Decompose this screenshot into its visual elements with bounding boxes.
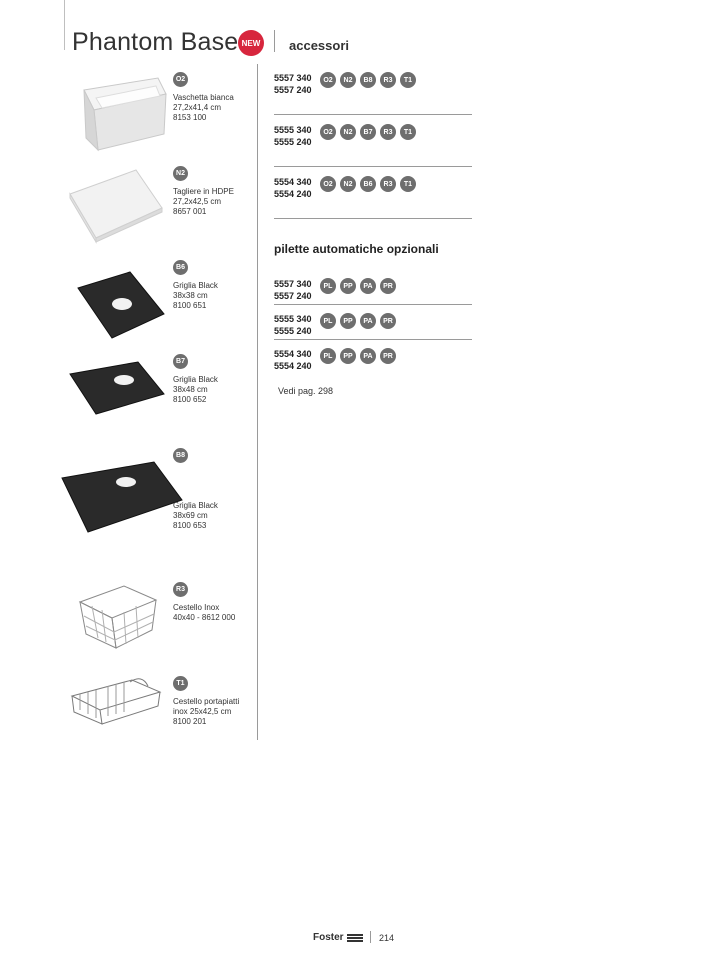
code-badge: T1 (400, 176, 416, 192)
white-basin-icon (74, 72, 170, 152)
code-badge: PP (340, 313, 356, 329)
code-badge: B8 (173, 448, 188, 463)
header-separator (274, 30, 275, 52)
waste-row (274, 278, 312, 302)
code-badge: B7 (360, 124, 376, 140)
row-divider (274, 114, 472, 115)
cutting-board-icon (66, 168, 166, 244)
waste-code-badges (320, 348, 396, 364)
black-grid-long-icon (58, 460, 184, 534)
row-divider (274, 218, 472, 219)
accessory-description: Griglia Black 38x69 cm 8100 653 (173, 501, 218, 530)
model-number: 5554 340 (274, 349, 312, 359)
model-number: 5557 340 (274, 73, 312, 83)
code-badge: T1 (400, 72, 416, 88)
black-grid-icon (66, 360, 166, 416)
code-badge: T1 (173, 676, 188, 691)
accessory-code-badges (320, 72, 416, 88)
code-badge: PP (340, 278, 356, 294)
code-badge: PL (320, 313, 336, 329)
code-badge: PL (320, 348, 336, 364)
section-title: accessori (289, 38, 349, 53)
code-badge: R3 (173, 582, 188, 597)
header-rule (64, 0, 65, 50)
code-badge: N2 (340, 176, 356, 192)
model-accessory-row (274, 124, 312, 148)
brand-logo (313, 932, 363, 943)
code-badge: R3 (380, 176, 396, 192)
dish-rack-icon (68, 676, 164, 726)
model-number: 5555 240 (274, 137, 312, 147)
code-badge: T1 (400, 124, 416, 140)
model-number: 5555 240 (274, 326, 312, 336)
page-reference-note: Vedi pag. 298 (278, 386, 334, 396)
model-number: 5554 340 (274, 177, 312, 187)
code-badge: B7 (173, 354, 188, 369)
wire-basket-icon (76, 582, 160, 654)
row-divider (274, 339, 472, 340)
accessory-description: Vaschetta bianca 27,2x41,4 cm 8153 100 (173, 93, 234, 122)
accessory-code-badges (320, 124, 416, 140)
model-number: 5557 340 (274, 279, 312, 289)
waste-code-badges (320, 278, 396, 294)
code-badge: B8 (360, 72, 376, 88)
code-badge: O2 (320, 176, 336, 192)
code-badge: PR (380, 348, 396, 364)
row-divider (274, 166, 472, 167)
waste-code-badges (320, 313, 396, 329)
model-number: 5555 340 (274, 125, 312, 135)
accessory-description: Griglia Black 38x48 cm 8100 652 (173, 375, 218, 404)
code-badge: PA (360, 278, 376, 294)
accessory-description: Cestello portapiatti inox 25x42,5 cm 8100 201 (173, 697, 240, 726)
code-badge: PA (360, 313, 376, 329)
black-grid-icon (74, 270, 166, 340)
code-badge: N2 (173, 166, 188, 181)
accessory-description: Cestello Inox 40x40 - 8612 000 (173, 603, 236, 622)
code-badge: O2 (320, 72, 336, 88)
waste-row (274, 348, 312, 372)
page-title: Phantom Base (72, 28, 239, 56)
code-badge: N2 (340, 72, 356, 88)
model-accessory-row (274, 72, 312, 96)
model-number: 5555 340 (274, 314, 312, 324)
new-badge: NEW (238, 30, 264, 56)
model-number: 5554 240 (274, 189, 312, 199)
code-badge: R3 (380, 72, 396, 88)
code-badge: PR (380, 278, 396, 294)
code-badge: O2 (173, 72, 188, 87)
page-number: 214 (379, 933, 395, 943)
brand-name: Foster (313, 932, 344, 943)
footer-separator (370, 931, 371, 943)
model-number: 5557 240 (274, 291, 312, 301)
waste-row (274, 313, 312, 337)
accessory-code-badges (320, 176, 416, 192)
model-number: 5557 240 (274, 85, 312, 95)
code-badge: PA (360, 348, 376, 364)
column-divider (257, 64, 258, 740)
brand-mark-icon (347, 934, 363, 942)
accessory-description: Tagliere in HDPE 27,2x42,5 cm 8657 001 (173, 187, 234, 216)
code-badge: N2 (340, 124, 356, 140)
model-accessory-row (274, 176, 312, 200)
waste-section-title: pilette automatiche opzionali (274, 242, 439, 256)
code-badge: B6 (360, 176, 376, 192)
code-badge: B6 (173, 260, 188, 275)
row-divider (274, 304, 472, 305)
code-badge: R3 (380, 124, 396, 140)
code-badge: PR (380, 313, 396, 329)
model-number: 5554 240 (274, 361, 312, 371)
accessory-description: Griglia Black 38x38 cm 8100 651 (173, 281, 218, 310)
code-badge: PL (320, 278, 336, 294)
code-badge: PP (340, 348, 356, 364)
code-badge: O2 (320, 124, 336, 140)
